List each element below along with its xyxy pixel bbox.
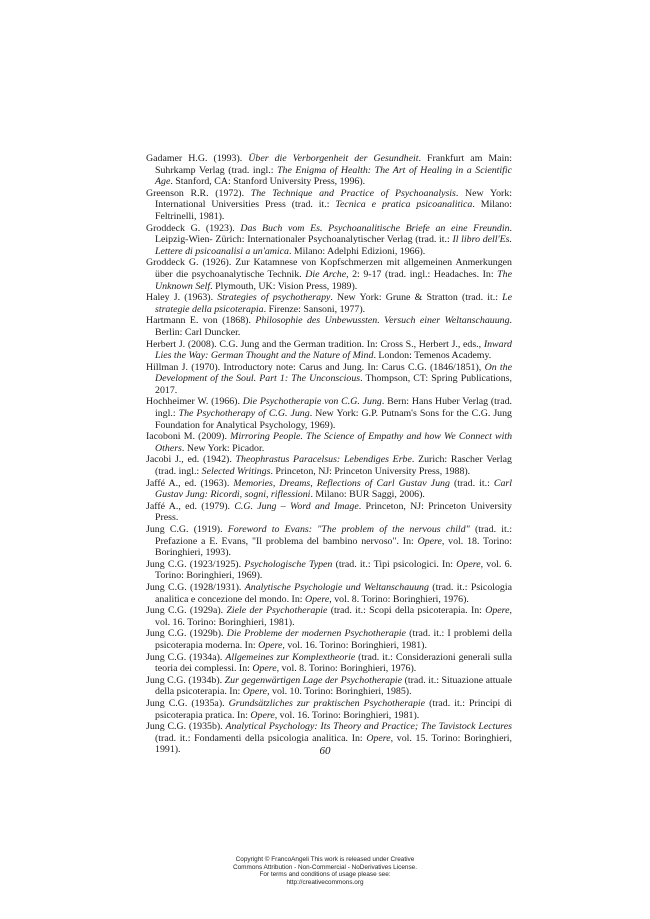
reference-title: Opere: [250, 709, 275, 721]
reference-text: , vol. 8. Torino: Boringhieri, 1976).: [276, 663, 417, 675]
reference-title: Opere: [258, 639, 283, 651]
reference-text: . Frankfurt am Main: Suhrkamp Verlag (trad. ingl.:: [155, 153, 512, 176]
reference-title: C.G. Jung – Word and Image: [234, 500, 359, 512]
reference-text: Jung C.G. (1934b).: [146, 674, 225, 686]
reference-entry: [146, 431, 512, 454]
copyright-footer: [0, 856, 650, 886]
reference-entry: [146, 524, 512, 559]
page-number: 60: [319, 745, 331, 757]
reference-entry: [146, 362, 512, 397]
reference-text: Jung C.G. (1923/1925).: [146, 558, 245, 570]
reference-text: (trad. it.: Principi di psicoterapia pratica. In:: [155, 697, 512, 721]
reference-title: Über die Verborgenheit der Gesundheit: [248, 153, 419, 164]
reference-text: . Plymouth, UK: Vision Press, 1989).: [210, 280, 358, 292]
reference-text: Jung C.G. (1919).: [146, 524, 228, 535]
reference-title: Foreword to Evans: "The problem of the nervous child": [227, 524, 470, 535]
reference-text: Gadamer H.G. (1993).: [146, 153, 249, 164]
reference-text: . Princeton, NJ: Princeton University Press, 1988).: [270, 466, 471, 478]
reference-text: . Thompson, CT: Spring Publications, 2017.: [155, 373, 512, 396]
reference-text: Greenson R.R. (1972).: [146, 187, 251, 199]
reference-text: . Milano: Adelphi Edizioni, 1966).: [288, 245, 426, 257]
reference-title: Le strategie della psicoterapia: [155, 292, 512, 315]
reference-text: (trad. it.:: [449, 477, 494, 489]
reference-title: Die Arche: [305, 268, 347, 280]
reference-title: Mirroring People. The Science of Empathy and how We Connect with Others: [155, 431, 513, 454]
reference-text: (trad. it.: Prefazione a E. Evans, "Il problema del bambino nervoso". In:: [155, 524, 513, 547]
reference-text: Jaffé A., ed. (1979).: [146, 500, 235, 512]
reference-text: . Zurich: Rascher Verlag (trad. ingl.:: [155, 454, 512, 478]
reference-text: Herbert J. (2008). C.G. Jung and the German tradition. In: Cross S., Herbert J., eds.,: [146, 338, 484, 350]
footer-line: Copyright © FrancoAngeli This work is released under Creative: [235, 856, 415, 863]
reference-text: . Firenze: Sansoni, 1977).: [263, 303, 366, 315]
reference-title: Grundsätzliches zur praktischen Psychotherapie: [228, 697, 426, 709]
reference-title: The Psychotherapy of C.G. Jung: [178, 408, 310, 420]
reference-text: Groddeck G. (1923).: [146, 222, 241, 234]
reference-text: Jaffé A., ed. (1963).: [146, 477, 234, 489]
reference-text: , vol. 16. Torino: Boringhieri, 1981).: [274, 709, 420, 721]
footer-line: Commons Attribution - Non-Commercial - NoDerivatives License.: [233, 863, 417, 871]
reference-text: , vol. 10. Torino: Boringhieri, 1985).: [267, 686, 412, 698]
reference-title: Psychologische Typen: [244, 558, 333, 570]
reference-title: Opere: [242, 686, 268, 698]
reference-text: (trad. it.: Situazione attuale della psicoterapia. In:: [155, 674, 512, 698]
reference-text: Iacoboni M. (2009).: [146, 431, 231, 443]
reference-entry: [146, 396, 512, 431]
reference-text: Jung C.G. (1935b).: [146, 721, 226, 733]
reference-title: The Unknown Self: [155, 268, 512, 292]
reference-text: . Leipzig-Wien- Zürich: Internationaler Psychoanalytischer Verlag (trad. it.:: [155, 222, 512, 246]
reference-title: Die Probleme der modernen Psychotherapie: [226, 628, 406, 640]
reference-entry: [146, 188, 512, 223]
reference-entry: [146, 582, 512, 605]
reference-text: . Milano: BUR Saggi, 2006).: [310, 489, 425, 501]
footer-link[interactable]: http://creativecommons.org: [286, 878, 364, 886]
reference-text: , vol. 18. Torino: Boringhieri, 1993).: [155, 535, 512, 559]
reference-text: . Milano: Feltrinelli, 1981).: [155, 199, 512, 222]
footer-line: For terms and conditions of usage please see:: [259, 871, 391, 879]
reference-text: . Princeton, NJ: Princeton University Press.: [155, 500, 512, 524]
reference-text: Groddeck G. (1926). Zur Katamnese von Kopfschmerzen mit allgemeinen Anmerkungen über die psychoanalytische Technik.: [146, 257, 512, 280]
reference-title: Zur gegenwärtigen Lage der Psychotherapie: [224, 674, 403, 686]
reference-text: (trad. it.: Fondamenti della psicologia analitica. In:: [155, 732, 367, 744]
reference-entry: [146, 257, 512, 292]
reference-text: Jung C.G. (1935a).: [146, 697, 229, 709]
reference-title: Strategies of psychotherapy: [217, 292, 331, 304]
reference-title: Das Buch vom Es. Psychoanalitische Briefe an eine Freundin: [240, 222, 510, 234]
reference-text: , vol. 16. Torino: Boringhieri, 1981).: [155, 605, 513, 628]
reference-title: Analytical Psychology: Its Theory and Practice; The Tavistock Lectures: [225, 721, 512, 733]
reference-title: Opere: [366, 732, 391, 744]
reference-title: The Technique and Practice of Psychoanalysis: [250, 187, 456, 199]
reference-title: Analytische Psychologie und Weltanschauung: [244, 581, 429, 593]
reference-text: Haley J. (1963).: [146, 292, 218, 304]
reference-entry: [146, 315, 512, 338]
reference-text: , vol. 8. Torino: Boringhieri, 1976).: [329, 593, 469, 605]
reference-entry: [146, 652, 512, 675]
reference-title: Selected Writings: [201, 466, 271, 478]
reference-text: . Bern: Hans Huber Verlag (trad. ingl.:: [155, 396, 512, 420]
reference-title: Opere: [485, 605, 510, 617]
reference-text: (trad. it.: Considerazioni generali sulla teoria dei complessi. In:: [155, 651, 512, 675]
reference-title: Opere: [456, 558, 481, 570]
reference-title: The Enigma of Health: The Art of Healing in a Scientific Age: [155, 164, 512, 188]
reference-text: Jacobi J., ed. (1942).: [146, 454, 236, 466]
reference-text: , vol. 6. Torino: Boringhieri, 1969).: [155, 558, 513, 582]
reference-entry: [146, 454, 512, 477]
reference-entry: [146, 153, 512, 188]
reference-entry: [146, 605, 512, 628]
reference-title: On the Development of the Soul. Part 1: The Unconscious: [155, 361, 512, 385]
reference-text: Hochheimer W. (1966).: [146, 396, 243, 408]
reference-text: . New York: International Universities Press (trad. it.:: [155, 187, 513, 211]
reference-text: . London: Temenos Academy.: [373, 350, 492, 362]
reference-text: (trad. it.: Psicologia analitica e concezione del mondo. In:: [155, 581, 512, 605]
reference-title: Memories, Dreams, Reflections of Carl Gustav Jung: [233, 477, 450, 489]
reference-text: Hillman J. (1970). Introductory note: Carus and Jung. In: Carus C.G. (1846/1851),: [146, 361, 485, 373]
reference-text: (trad. it.: Tipi psicologici. In:: [332, 558, 457, 570]
reference-title: Tecnica e pratica psicoanalitica: [335, 199, 473, 211]
reference-title: Philosophie des Unbewussten. Versuch einer Weltanschauung: [255, 315, 510, 327]
reference-text: . New York: Picador.: [181, 442, 265, 454]
reference-entry: [146, 223, 512, 258]
reference-title: Allgemeines zur Komplextheorie: [225, 651, 356, 663]
reference-text: Jung C.G. (1928/1931).: [146, 581, 245, 593]
reference-text: (trad. it.: Scopi della psicoterapia. In:: [327, 605, 486, 617]
reference-title: Die Psychotherapie von C.G. Jung: [242, 396, 382, 408]
reference-text: , vol. 15. Torino: Boringhieri, 1991).: [155, 732, 512, 756]
reference-title: Carl Gustav Jung: Ricordi, sogni, riflessioni: [155, 477, 513, 501]
reference-entry: [146, 292, 512, 315]
reference-text: (trad. it.: I problemi della psicoterapia moderna. In:: [155, 628, 512, 651]
reference-entry: [146, 501, 512, 524]
reference-text: Jung C.G. (1929a).: [146, 605, 227, 617]
reference-entry: [146, 698, 512, 721]
reference-title: Ziele der Psychotherapie: [226, 605, 328, 617]
reference-title: Theophrastus Paracelsus: Lebendiges Erbe: [235, 454, 412, 466]
reference-title: Il libro dell'Es. Lettere di psicoanalisi a un'amica: [155, 234, 512, 257]
reference-entry: [146, 675, 512, 698]
reference-text: . Berlin: Carl Duncker.: [155, 315, 512, 338]
reference-title: Inward Lies the Way: German Thought and the Nature of Mind: [155, 338, 512, 362]
reference-list: [146, 153, 512, 756]
reference-text: Hartmann E. von (1868).: [146, 315, 256, 327]
reference-title: Opere: [252, 663, 277, 675]
reference-entry: [146, 478, 512, 501]
reference-entry: [146, 628, 512, 651]
reference-text: , vol. 16. Torino: Boringhieri, 1981).: [282, 639, 427, 651]
reference-text: Jung C.G. (1929b).: [146, 628, 227, 640]
reference-entry: [146, 339, 512, 362]
reference-text: Jung C.G. (1934a).: [146, 651, 226, 663]
reference-text: , 2: 9-17 (trad. ingl.: Headaches. In:: [346, 268, 498, 280]
reference-text: . New York: Grune & Stratton (trad. it.:: [330, 292, 503, 304]
reference-text: . Stanford, CA: Stanford University Press, 1996).: [170, 176, 366, 188]
reference-title: Opere: [417, 535, 442, 547]
reference-title: Opere: [304, 593, 330, 605]
reference-entry: [146, 559, 512, 582]
reference-text: . New York: G.P. Putnam's Sons for the C.G. Jung Foundation for Analytical Psychology, 1969).: [155, 408, 512, 431]
